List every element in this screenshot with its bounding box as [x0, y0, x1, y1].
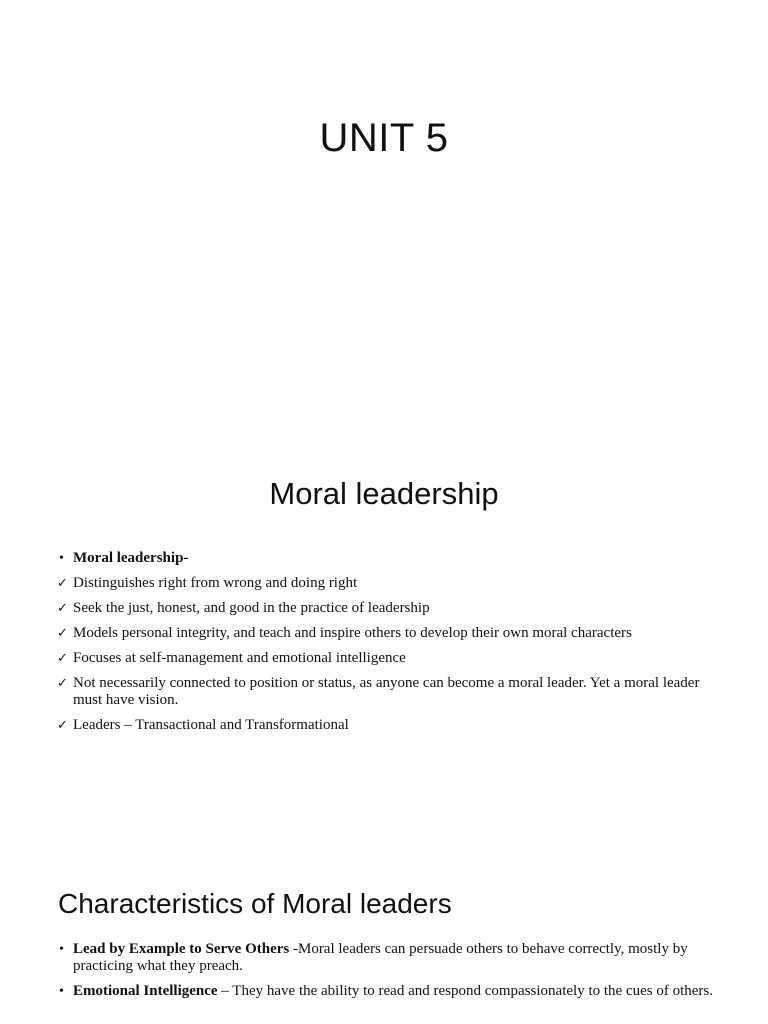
- list-item: [58, 650, 718, 667]
- characteristic-description: -Moral leaders can persuade others to behave correctly, mostly by practicing what they preach.: [73, 941, 688, 974]
- bullet-icon: •: [59, 551, 64, 566]
- characteristic-term: Lead by Example to Serve Others: [73, 941, 290, 957]
- slide-title: Characteristics of Moral leaders: [58, 888, 452, 919]
- list-item: [58, 625, 718, 642]
- list-item: [58, 983, 718, 1000]
- list-item-text: Focuses at self-management and emotional intelligence: [73, 650, 406, 666]
- slide-moral-leadership: [0, 432, 768, 864]
- slide-characteristics: [0, 864, 768, 1024]
- list-item-text: Distinguishes right from wrong and doing right: [73, 575, 358, 591]
- slide-title: Moral leadership: [269, 476, 499, 511]
- list-item-text: Models personal integrity, and teach and inspire others to develop their own moral characters: [73, 625, 632, 641]
- list-item: [58, 675, 718, 709]
- checkmark-icon: ✓: [57, 651, 68, 666]
- list-item: [58, 717, 718, 734]
- moral-leadership-list: [58, 550, 718, 742]
- list-item: [58, 941, 718, 975]
- characteristics-list: [58, 941, 718, 1008]
- checkmark-icon: ✓: [57, 626, 68, 641]
- list-item-text: Leaders – Transactional and Transformational: [73, 717, 349, 733]
- list-item: [58, 600, 718, 617]
- list-item-text: Seek the just, honest, and good in the practice of leadership: [73, 600, 430, 616]
- checkmark-icon: ✓: [57, 676, 68, 691]
- characteristic-term: Emotional Intelligence: [73, 983, 218, 999]
- list-item: [58, 575, 718, 592]
- checkmark-icon: ✓: [57, 576, 68, 591]
- list-item-text: Not necessarily connected to position or status, as anyone can become a moral leader. Yet a moral leader must have vision.: [73, 675, 700, 708]
- checkmark-icon: ✓: [57, 601, 68, 616]
- checkmark-icon: ✓: [57, 718, 68, 733]
- list-heading: Moral leadership-: [73, 550, 189, 566]
- bullet-icon: •: [59, 942, 64, 957]
- list-item: [58, 550, 718, 567]
- characteristic-description: – They have the ability to read and respond compassionately to the cues of others.: [217, 983, 713, 999]
- slide-unit-5: [0, 0, 768, 432]
- slide-title: UNIT 5: [319, 116, 449, 160]
- bullet-icon: •: [59, 984, 64, 999]
